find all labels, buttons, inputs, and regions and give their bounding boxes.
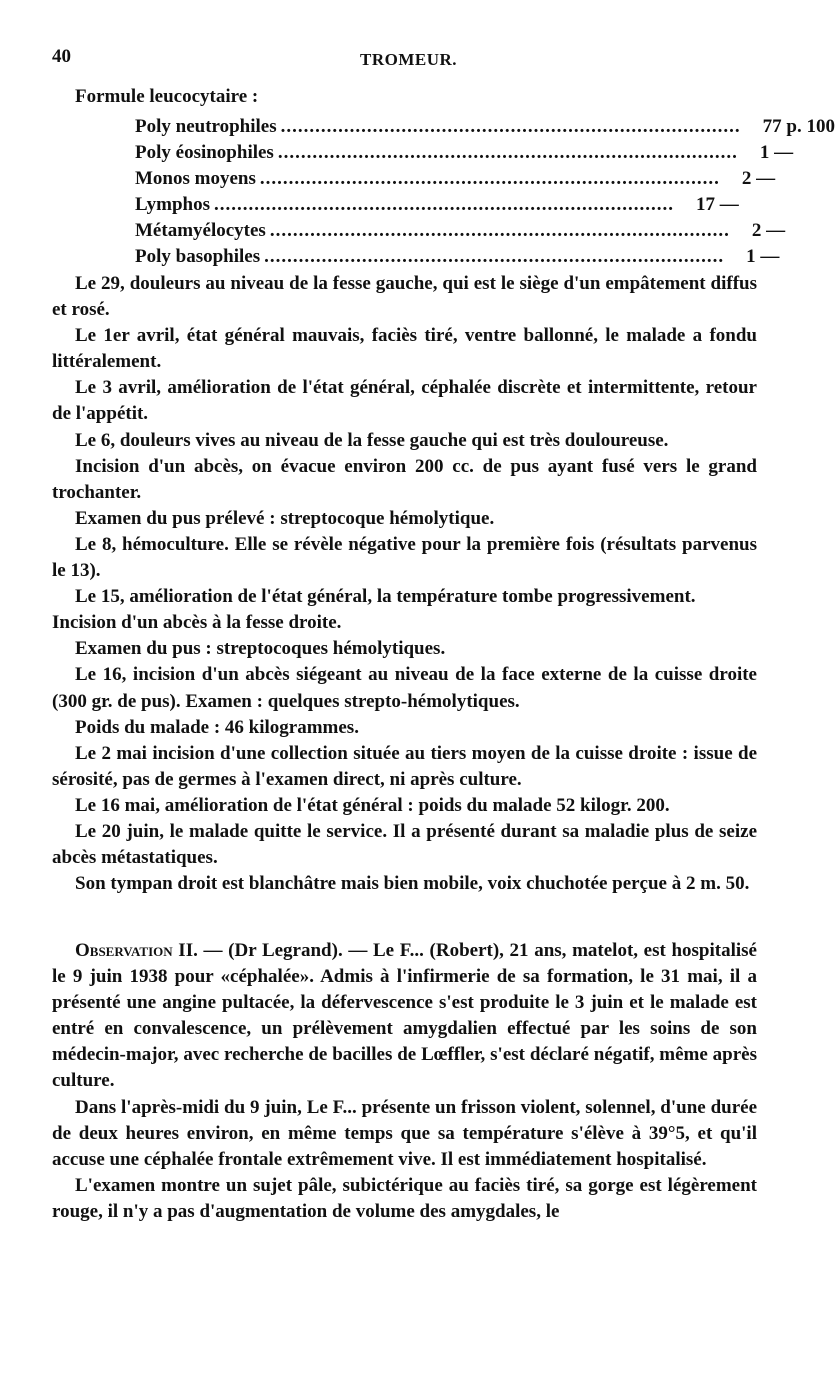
observation-2-intro bbox=[52, 938, 757, 1095]
formula-row-label: Monos moyens bbox=[135, 168, 256, 190]
paragraph: Poids du malade : 46 kilogrammes. bbox=[75, 716, 359, 738]
paragraph: Son tympan droit est blanchâtre mais bien mobile, voix chuchotée perçue à 2 m. 50. bbox=[75, 873, 750, 895]
paragraph: Le 16, incision d'un abcès siégeant au niveau de la face externe de la cuisse droite (300 gr. de pus). Examen : quelques strepto-hémolytiques. bbox=[52, 664, 757, 712]
paragraph: Le 8, hémoculture. Elle se révèle négative pour la première fois (résultats parvenus le 13). bbox=[52, 533, 757, 582]
formula-row bbox=[135, 140, 794, 166]
formula-row bbox=[135, 192, 739, 218]
paragraph: Incision d'un abcès, on évacue environ 200 cc. de pus ayant fusé vers le grand trochanter. bbox=[52, 455, 757, 503]
observation-1-body bbox=[52, 271, 757, 897]
paragraph: Examen du pus prélevé : streptocoque hémolytique. bbox=[75, 507, 495, 529]
formula-row-value: 1 — bbox=[759, 142, 794, 164]
formula-row-value: 17 — bbox=[695, 194, 739, 216]
leader-dots: ................................................................................ bbox=[269, 220, 730, 242]
paragraph: Le 15, amélioration de l'état général, la température tombe progressivement. bbox=[75, 586, 696, 608]
paragraph: Le 1er avril, état général mauvais, faciès tiré, ventre ballonné, le malade a fondu littéralement. bbox=[52, 325, 757, 373]
leukocyte-formula-table bbox=[135, 114, 835, 271]
formula-row bbox=[135, 166, 776, 192]
paragraph: Le 29, douleurs au niveau de la fesse gauche, qui est le siège d'un empâtement diffus et rosé. bbox=[52, 273, 757, 321]
observation-title: Observation II. bbox=[75, 940, 198, 961]
formula-row-label: Métamyélocytes bbox=[135, 220, 266, 242]
leader-dots: ................................................................................ bbox=[213, 194, 674, 216]
formula-row-value: 2 — bbox=[751, 220, 786, 242]
formula-title: Formule leucocytaire : bbox=[75, 86, 259, 107]
formula-row-value: 2 — bbox=[741, 168, 776, 190]
leader-dots: ................................................................................ bbox=[264, 246, 725, 268]
formula-row-label: Poly éosinophiles bbox=[135, 142, 274, 164]
observation-2-intro-text: — (Dr Legrand). — Le F... (Robert), 21 ans, matelot, est hospitalisé le 9 juin 1938 pour «céphalée». Admis à l'infirmerie de sa formation, le 31 mai, il a présenté une angine pultacée, la défervescence s'est produite le 3 juin et le malade est entré en convalescence, un prélèvement amygdalien effectué par les soins de son médecin-major, avec recherche de bacilles de Lœffler, s'est déclaré négatif, même après culture. bbox=[52, 940, 757, 1092]
formula-row bbox=[135, 114, 835, 140]
paragraph: Le 2 mai incision d'une collection située au tiers moyen de la cuisse droite : issue de sérosité, pas de germes à l'examen direct, ni après culture. bbox=[52, 742, 757, 790]
paragraph: Le 3 avril, amélioration de l'état général, céphalée discrète et intermittente, retour de l'appétit. bbox=[52, 377, 757, 425]
page-number: 40 bbox=[52, 46, 71, 67]
formula-row-value: 77 p. 100 bbox=[762, 116, 835, 137]
paragraph: Le 20 juin, le malade quitte le service. Il a présenté durant sa maladie plus de seize abcès métastatiques. bbox=[52, 820, 757, 869]
paragraph: Dans l'après-midi du 9 juin, Le F... présente un frisson violent, solennel, d'une durée de deux heures environ, en même temps que sa température s'élève à 39°5, et qu'il accuse une céphalée frontale extrêmement vive. Il est immédiatement hospitalisé. bbox=[52, 1096, 757, 1170]
leader-dots: ................................................................................ bbox=[277, 142, 738, 164]
paragraph: Le 6, douleurs vives au niveau de la fesse gauche qui est très douloureuse. bbox=[75, 429, 669, 451]
running-title: TROMEUR. bbox=[360, 50, 458, 69]
formula-row-label: Poly basophiles bbox=[135, 246, 261, 268]
formula-row bbox=[135, 218, 786, 244]
formula-row-label: Poly neutrophiles bbox=[135, 116, 277, 137]
formula-row-value: 1 — bbox=[746, 246, 780, 268]
paragraph: Examen du pus : streptocoques hémolytiques. bbox=[75, 638, 446, 660]
paragraph: Le 16 mai, amélioration de l'état général : poids du malade 52 kilogr. 200. bbox=[75, 794, 670, 816]
leader-dots: ................................................................................ bbox=[280, 116, 741, 137]
formula-row bbox=[135, 244, 780, 270]
paragraph: Incision d'un abcès à la fesse droite. bbox=[52, 612, 342, 634]
formula-row-label: Lymphos bbox=[135, 194, 210, 216]
observation-2-body bbox=[52, 938, 757, 1225]
paragraph: L'examen montre un sujet pâle, subictérique au faciès tiré, sa gorge est légèrement rouge, il n'y a pas d'augmentation de volume des amygdales, le bbox=[52, 1174, 757, 1222]
leader-dots: ................................................................................ bbox=[259, 168, 720, 190]
